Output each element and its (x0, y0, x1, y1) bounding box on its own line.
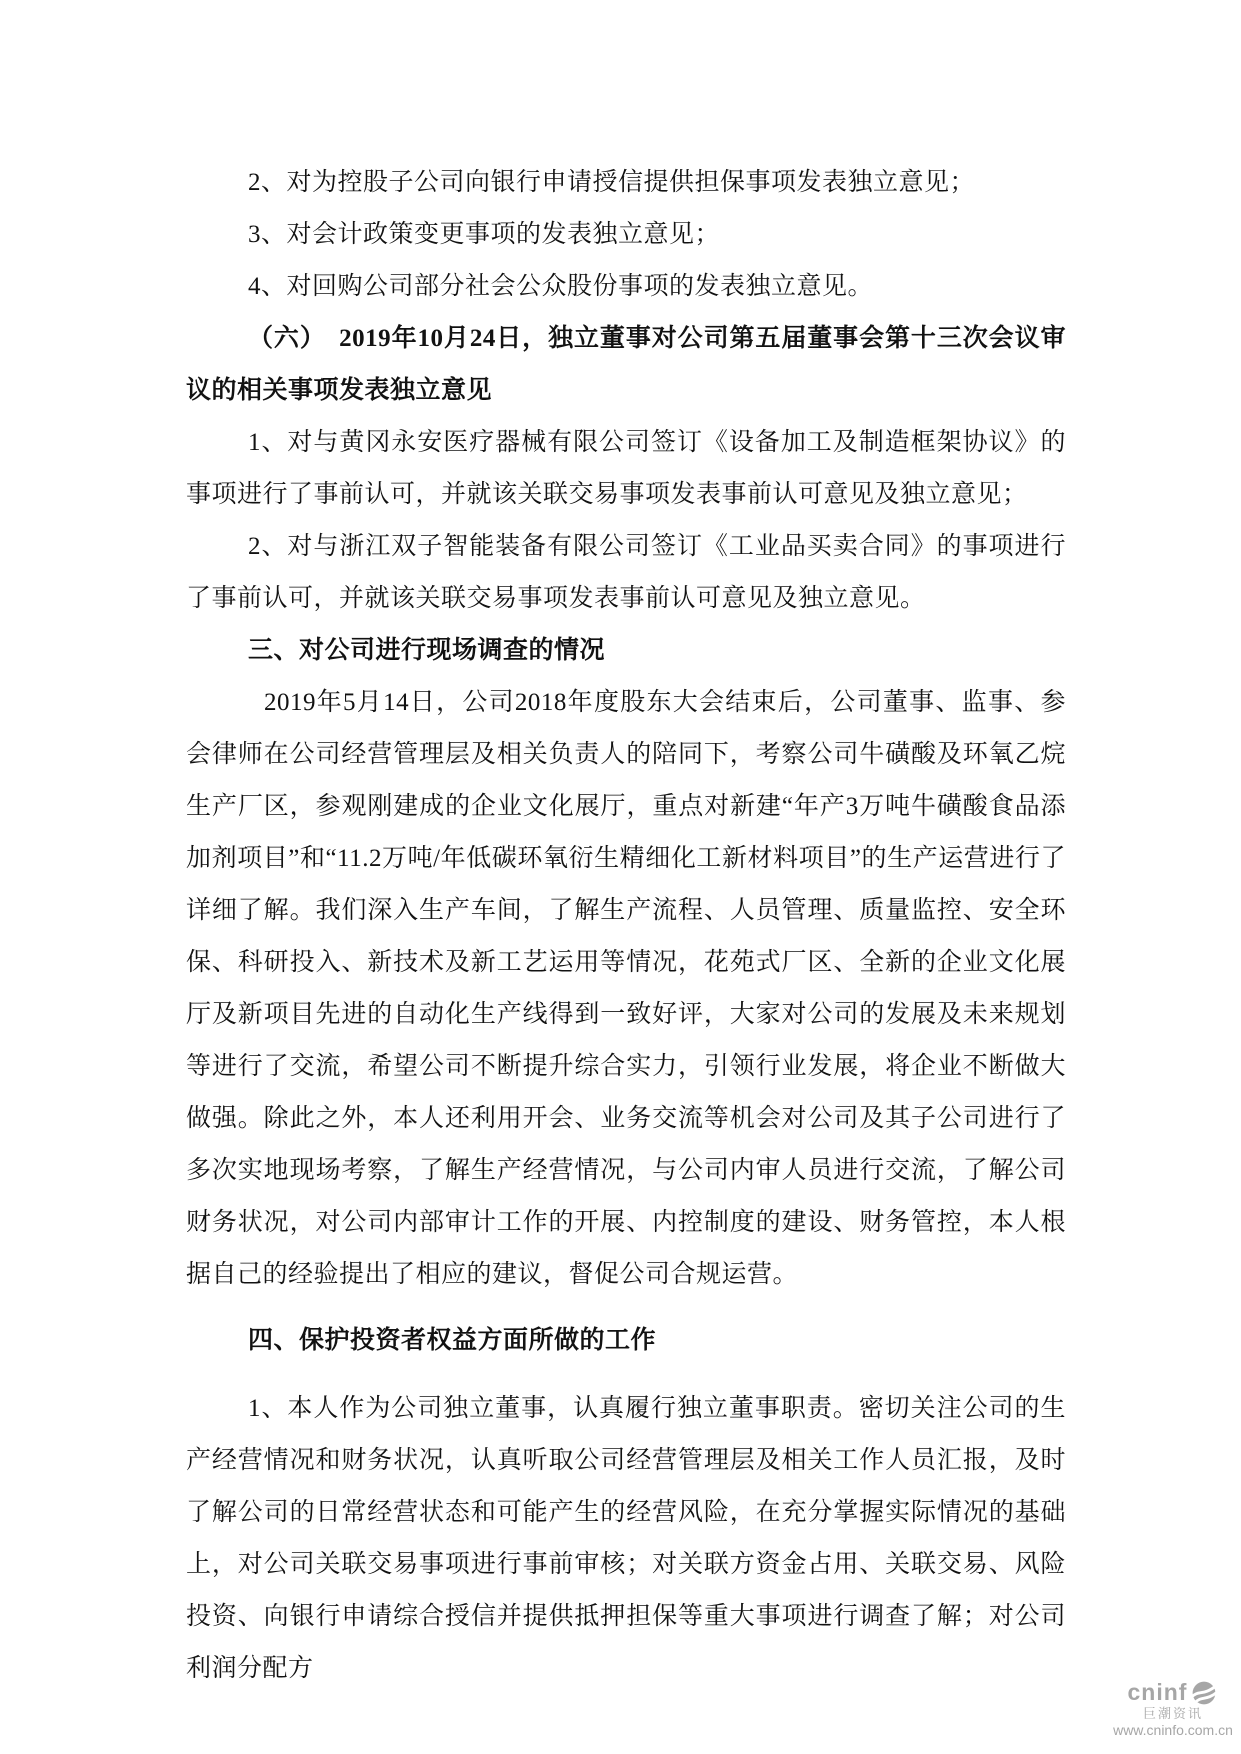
cninfo-url: www.cninfo.com.cn (1113, 1722, 1233, 1739)
cninfo-brand-row (1108, 1680, 1238, 1706)
list-item-opinion-2: 2、对为控股子公司向银行申请授信提供担保事项发表独立意见； (248, 169, 976, 196)
document-body (186, 157, 1066, 1695)
body-paragraph-investor-protection: 1、本人作为公司独立董事，认真履行独立董事职责。密切关注公司的生产经营情况和财务状况，认真听取公司经营管理层及相关工作人员汇报，及时了解公司的日常经营状态和可能产生的经营风险，在充分掌握实际情况的基础上，对公司关联交易事项进行事前审核；对关联方资金占用、关联交易、风险投资、向银行申请综合授信并提供抵押担保等重大事项进行调查了解；对公司利润分配方 (186, 1395, 1066, 1682)
section-heading-4-investor-protection: 四、保护投资者权益方面所做的工作 (248, 1327, 657, 1354)
list-item-preapproval-2: 2、对与浙江双子智能装备有限公司签订《工业品买卖合同》的事项进行了事前认可，并就该关联交易事项发表事前认可意见及独立意见。 (186, 533, 1066, 612)
cninfo-watermark (1108, 1680, 1238, 1739)
list-item-preapproval-1: 1、对与黄冈永安医疗器械有限公司签订《设备加工及制造框架协议》的事项进行了事前认可，并就该关联交易事项发表事前认可意见及独立意见； (186, 429, 1066, 508)
section-heading-3-site-investigation: 三、对公司进行现场调查的情况 (248, 637, 606, 664)
cninfo-brand-text: cninf (1127, 1679, 1188, 1706)
list-item-opinion-3: 3、对会计政策变更事项的发表独立意见； (248, 221, 721, 248)
swirl-icon (1190, 1680, 1218, 1706)
body-paragraph-site-investigation: 2019年5月14日，公司2018年度股东大会结束后，公司董事、监事、参会律师在公司经营管理层及相关负责人的陪同下，考察公司牛磺酸及环氧乙烷生产厂区，参观刚建成的企业文化展厅，重点对新建“年产3万吨牛磺酸食品添加剂项目”和“11.2万吨/年低碳环氧衍生精细化工新材料项目”的生产运营进行了详细了解。我们深入生产车间，了解生产流程、人员管理、质量监控、安全环保、科研投入、新技术及新工艺运用等情况，花苑式厂区、全新的企业文化展厅及新项目先进的自动化生产线得到一致好评，大家对公司的发展及未来规划等进行了交流，希望公司不断提升综合实力，引领行业发展，将企业不断做大做强。除此之外，本人还利用开会、业务交流等机会对公司及其子公司进行了多次实地现场考察，了解生产经营情况，与公司内审人员进行交流，了解公司财务状况，对公司内部审计工作的开展、内控制度的建设、财务管控，本人根据自己的经验提出了相应的建议，督促公司合规运营。 (186, 689, 1066, 1288)
list-item-opinion-4: 4、对回购公司部分社会公众股份事项的发表独立意见。 (248, 273, 874, 300)
section-heading-6: （六） 2019年10月24日，独立董事对公司第五届董事会第十三次会议审议的相关事项发表独立意见 (186, 325, 1066, 404)
cninfo-brand-chinese: 巨潮资讯 (1142, 1706, 1203, 1721)
